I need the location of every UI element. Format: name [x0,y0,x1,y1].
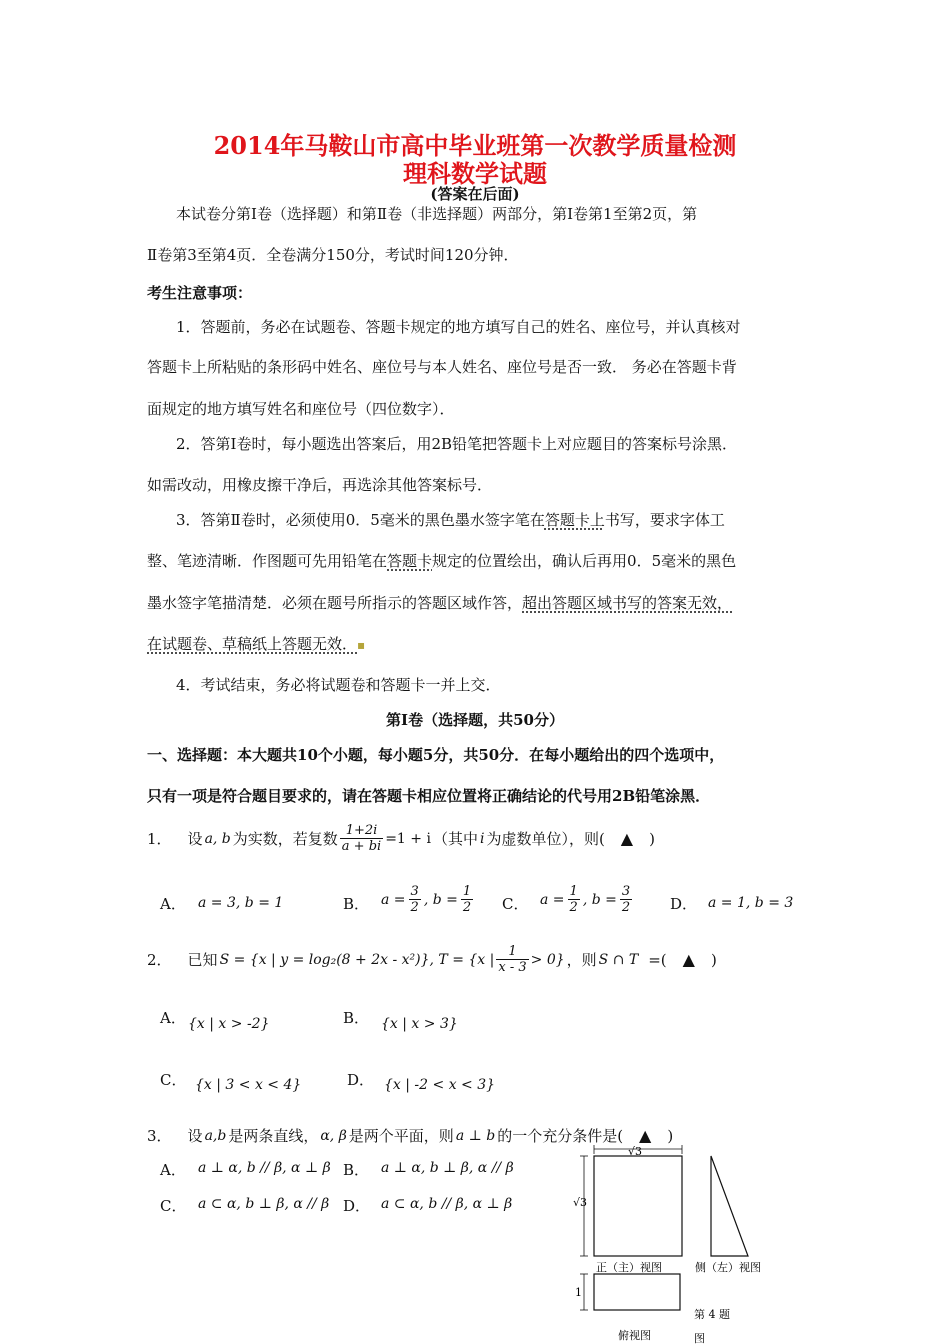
q2-option-c-label: C． [160,1071,187,1089]
q3-option-a-label: A． [160,1161,186,1179]
notice-heading: 考生注意事项： [147,284,253,302]
figure-caption-2: 图 [694,1332,705,1344]
q2-option-d-label: D． [347,1071,375,1089]
q3-option-c: a ⊂ α, b ⊥ β, α // β [198,1196,330,1212]
notice-3-line-1: 3．答第Ⅱ卷时，必须使用0．5毫米的黑色墨水签字笔在答题卡上书写，要求字体工 [176,511,725,529]
page-title: 2014年马鞍山市高中毕业班第一次教学质量检测 [213,131,737,160]
q3-option-c-label: C． [160,1197,187,1215]
q1-option-c: a = $\frac{1}{2}$ , b = $\frac{3}{2}$ [540,884,631,915]
three-view-figure [570,1140,800,1344]
notice-1-line-3: 面规定的地方填写姓名和座位号（四位数字）． [147,400,455,418]
answer-marker: ▲ [639,1126,652,1145]
q1-option-a: a = 3, b = 1 [198,895,284,911]
dim-top-label: √3 [628,1145,643,1158]
q1-option-d-label: D． [670,895,698,913]
intro-line-2: Ⅱ卷第3至第4页．全卷满分150分，考试时间120分钟． [147,246,519,264]
notice-1-line-2: 答题卡上所粘贴的条形码中姓名、座位号与本人姓名、座位号是否一致． 务必在答题卡背 [147,358,737,376]
top-view-rectangle [594,1274,680,1310]
q2-option-a-label: A． [160,1009,186,1027]
q3-option-d-label: D． [343,1197,371,1215]
q3-option-d: a ⊂ α, b // β, α ⊥ β [381,1196,513,1212]
q1-option-d: a = 1, b = 3 [708,895,794,911]
dim-left-label: √3 [573,1196,588,1209]
page-subtitle: 理科数学试题 [403,159,547,188]
q3-option-a: a ⊥ α, b // β, α ⊥ β [198,1160,331,1176]
q2-option-c: {x | 3 < x < 4} [195,1077,302,1093]
emphasis-answer-card-2: 答题卡 [387,552,433,570]
q2-option-b-label: B． [343,1009,370,1027]
part1-heading: 第Ⅰ卷（选择题，共50分） [386,711,564,729]
answer-marker: ▲ [620,829,634,848]
question-2: 2． 已知 S = {x | y = log₂(8 + 2x - x²)}, T = {x | $\frac{1}{x - 3}$ > 0} ，则 S ∩ T =( ▲ ) [147,944,717,975]
notice-2-line-2: 如需改动，用橡皮擦干净后，再选涂其他答案标号． [147,476,493,494]
figure-caption-1: 第 4 题 [694,1308,730,1321]
dim-one-label: 1 [575,1286,582,1299]
q1-fraction: $\frac{1+2i}{a + bi}$ [341,823,382,854]
intro-line-1: 本试卷分第Ⅰ卷（选择题）和第Ⅱ卷（非选择题）两部分，第Ⅰ卷第1至第2页，第 [176,205,698,223]
notice-3-line-4: 在试题卷、草稿纸上答题无效．▪ [147,635,366,653]
front-view-label: 正（主）视图 [596,1261,662,1274]
q2-option-b: {x | x > 3} [381,1016,458,1032]
part1-instruction-2: 只有一项是符合题目要求的，请在答题卡相应位置将正确结论的代号用2B铅笔涂黑． [147,787,711,805]
part1-instruction-1: 一、选择题：本大题共10个小题，每小题5分，共50分．在每小题给出的四个选项中， [147,746,725,764]
side-view-triangle [711,1156,748,1256]
front-view-square [594,1156,682,1256]
notice-1-line-1: 1．答题前，务必在试题卷、答题卡规定的地方填写自己的姓名、座位号，并认真核对 [176,318,741,336]
answer-note: (答案在后面) [430,185,520,203]
q1-option-a-label: A． [160,895,186,913]
side-view-label: 侧（左）视图 [695,1261,761,1274]
answer-marker: ▲ [682,950,695,969]
q1-option-b-label: B． [343,895,370,913]
notice-2-line-1: 2．答第Ⅰ卷时，每小题选出答案后，用2B铅笔把答题卡上对应题目的答案标号涂黑． [176,435,738,453]
q1-option-b: a = $\frac{3}{2}$ , b = $\frac{1}{2}$ [381,884,472,915]
notice-3-line-3: 墨水签字笔描清楚．必须在题号所指示的答题区域作答，超出答题区域书写的答案无效， [147,594,733,612]
question-1: 1． 设 a, b 为实数，若复数 $\frac{1+2i}{a + bi}$ =1 + i （其中 i 为虚数单位），则( ▲ ) [147,823,655,854]
notice-3-line-2: 整、笔迹清晰．作图题可先用铅笔在答题卡规定的位置绘出，确认后再用0．5毫米的黑色 [147,552,737,570]
emphasis-invalid-area: 超出答题区域书写的答案无效， [522,594,733,612]
question-3: 3． 设 a,b 是两条直线， α, β 是两个平面，则 a ⊥ b 的一个充分条件是( ▲ ) [147,1126,674,1145]
q2-fraction: $\frac{1}{x - 3}$ [498,944,527,975]
q1-option-c-label: C． [502,895,529,913]
q2-option-a: {x | x > -2} [188,1016,270,1032]
q2-option-d: {x | -2 < x < 3} [384,1077,496,1093]
q3-option-b: a ⊥ α, b ⊥ β, α // β [381,1160,514,1176]
top-view-label: 俯视图 [618,1329,651,1342]
notice-4: 4．考试结束，务必将试题卷和答题卡一并上交． [176,676,501,694]
q3-option-b-label: B． [343,1161,370,1179]
emphasis-answer-card: 答题卡上 [544,511,605,529]
